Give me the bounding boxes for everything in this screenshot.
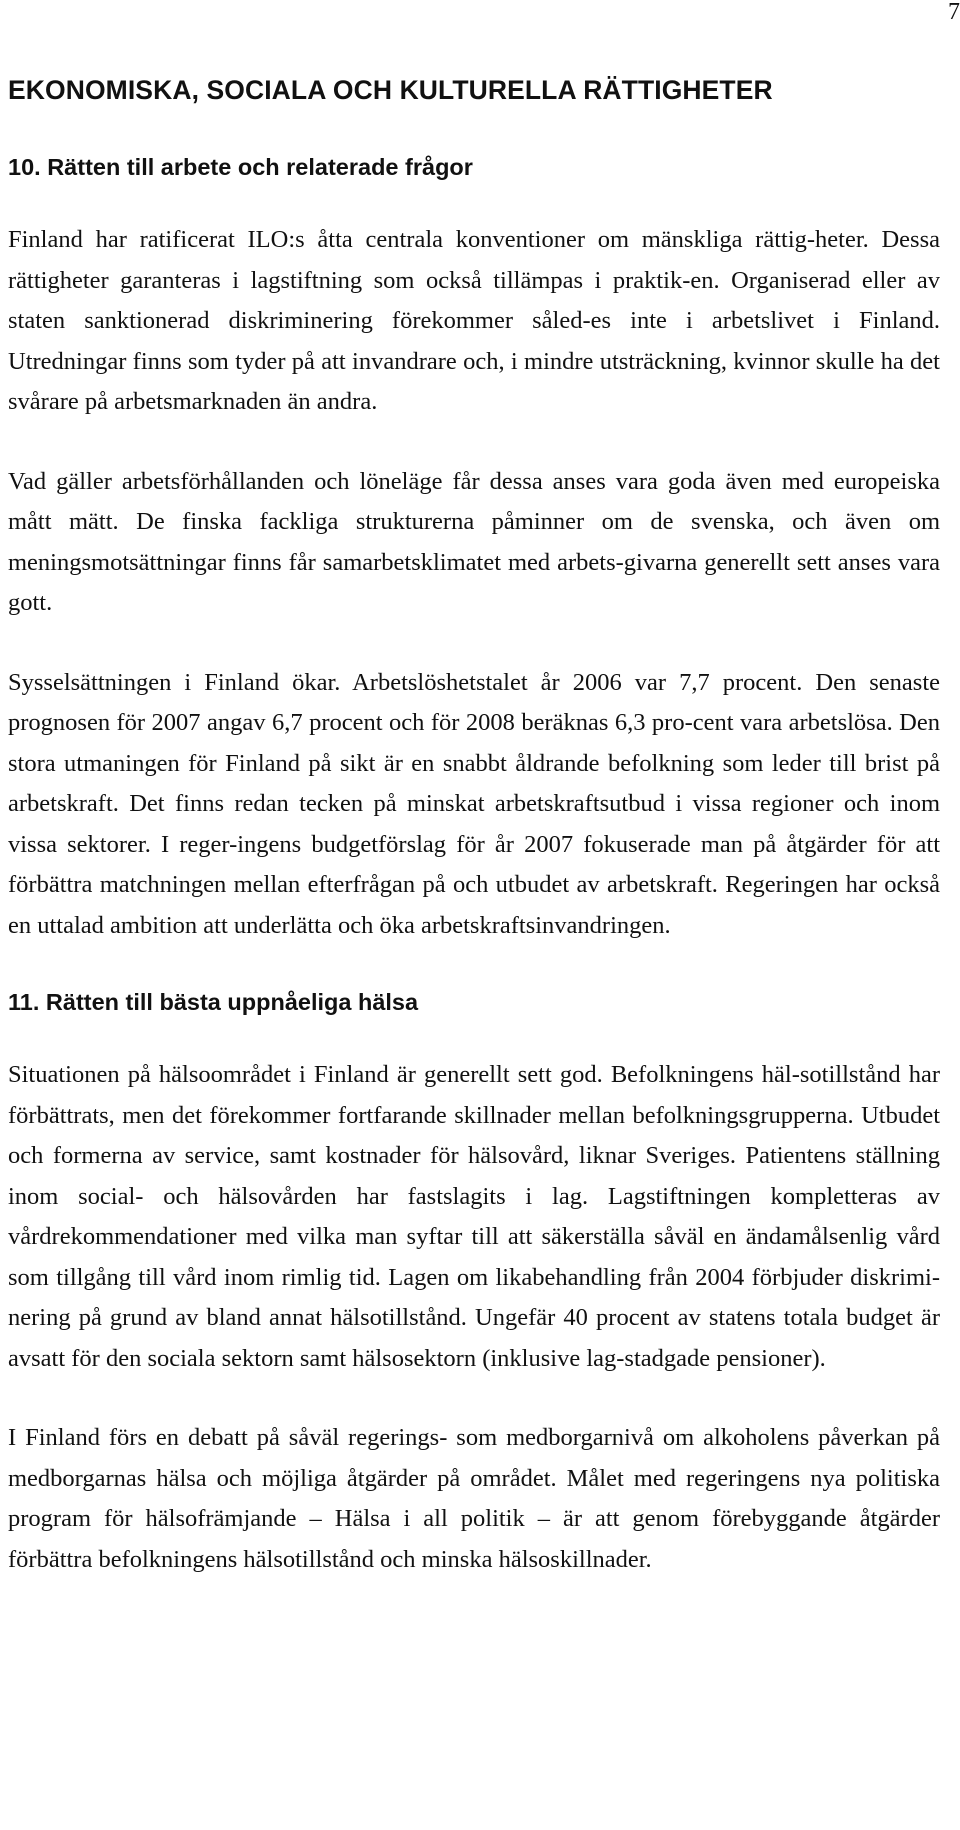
- subsection-heading-11: 11. Rätten till bästa uppnåeliga hälsa: [8, 989, 419, 1015]
- page-number: 7: [948, 0, 960, 25]
- paragraph: I Finland förs en debatt på såväl regerings- som medborgarnivå om alkoholens påverkan på medborgarnas hälsa och möjliga åtgärder på området. Målet med regeringens nya politiska program för hälsofrämjande – Hälsa i all politik – är att genom förebyggande åtgärder förbättra befolkningens hälsotillstånd och minska hälsoskillnader.: [8, 1424, 940, 1573]
- subsection-heading-10: 10. Rätten till arbete och relaterade frågor: [8, 154, 473, 180]
- section-title: EKONOMISKA, SOCIALA OCH KULTURELLA RÄTTIGHETER: [8, 75, 773, 105]
- document-body: [8, 72, 940, 1619]
- paragraph: Finland har ratificerat ILO:s åtta centrala konventioner om mänskliga rättig-heter. Dessa rättigheter garanteras i lagstiftning som också tillämpas i praktik-en. Organiserad eller av staten sanktionerad diskriminering förekommer såled-es inte i arbetslivet i Finland. Utredningar finns som tyder på att invandrare och, i mindre utsträckning, kvinnor skulle ha det svårare på arbetsmarknaden än andra.: [8, 226, 940, 415]
- paragraph: Situationen på hälsoområdet i Finland är generellt sett god. Befolkningens häl-sotillstånd har förbättrats, men det förekommer fortfarande skillnader mellan befolkningsgrupperna. Utbudet och formerna av service, samt kostnader för hälsovård, liknar Sveriges. Patientens ställning inom social- och hälsovården har fastslagits i lag. Lagstiftningen kompletteras av vårdrekommendationer med vilka man syftar till att säkerställa såväl en ändamålsenlig vård som tillgång till vård inom rimlig tid. Lagen om likabehandling från 2004 förbjuder diskrimi-nering på grund av bland annat hälsotillstånd. Ungefär 40 procent av statens totala budget är avsatt för den sociala sektorn samt hälsosektorn (inklusive lag-stadgade pensioner).: [8, 1061, 940, 1372]
- paragraph: Vad gäller arbetsförhållanden och löneläge får dessa anses vara goda även med europeiska mått mätt. De finska fackliga strukturerna påminner om de svenska, och även om meningsmotsättningar finns får samarbetsklimatet med arbets-givarna generellt sett anses vara gott.: [8, 467, 940, 616]
- paragraph: Sysselsättningen i Finland ökar. Arbetslöshetstalet år 2006 var 7,7 procent. Den senaste prognosen för 2007 angav 6,7 procent och för 2008 beräknas 6,3 pro-cent vara arbetslösa. Den stora utmaningen för Finland på sikt är en snabbt åldrande befolkning som leder till brist på arbetskraft. Det finns redan tecken på minskat arbetskraftsutbud i vissa regioner och inom vissa sektorer. I reger-ingens budgetförslag för år 2007 fokuserade man på åtgärder för att förbättra matchningen mellan efterfrågan på och utbudet av arbetskraft. Regeringen har också en uttalad ambition att underlätta och öka arbetskraftsinvandringen.: [8, 668, 940, 939]
